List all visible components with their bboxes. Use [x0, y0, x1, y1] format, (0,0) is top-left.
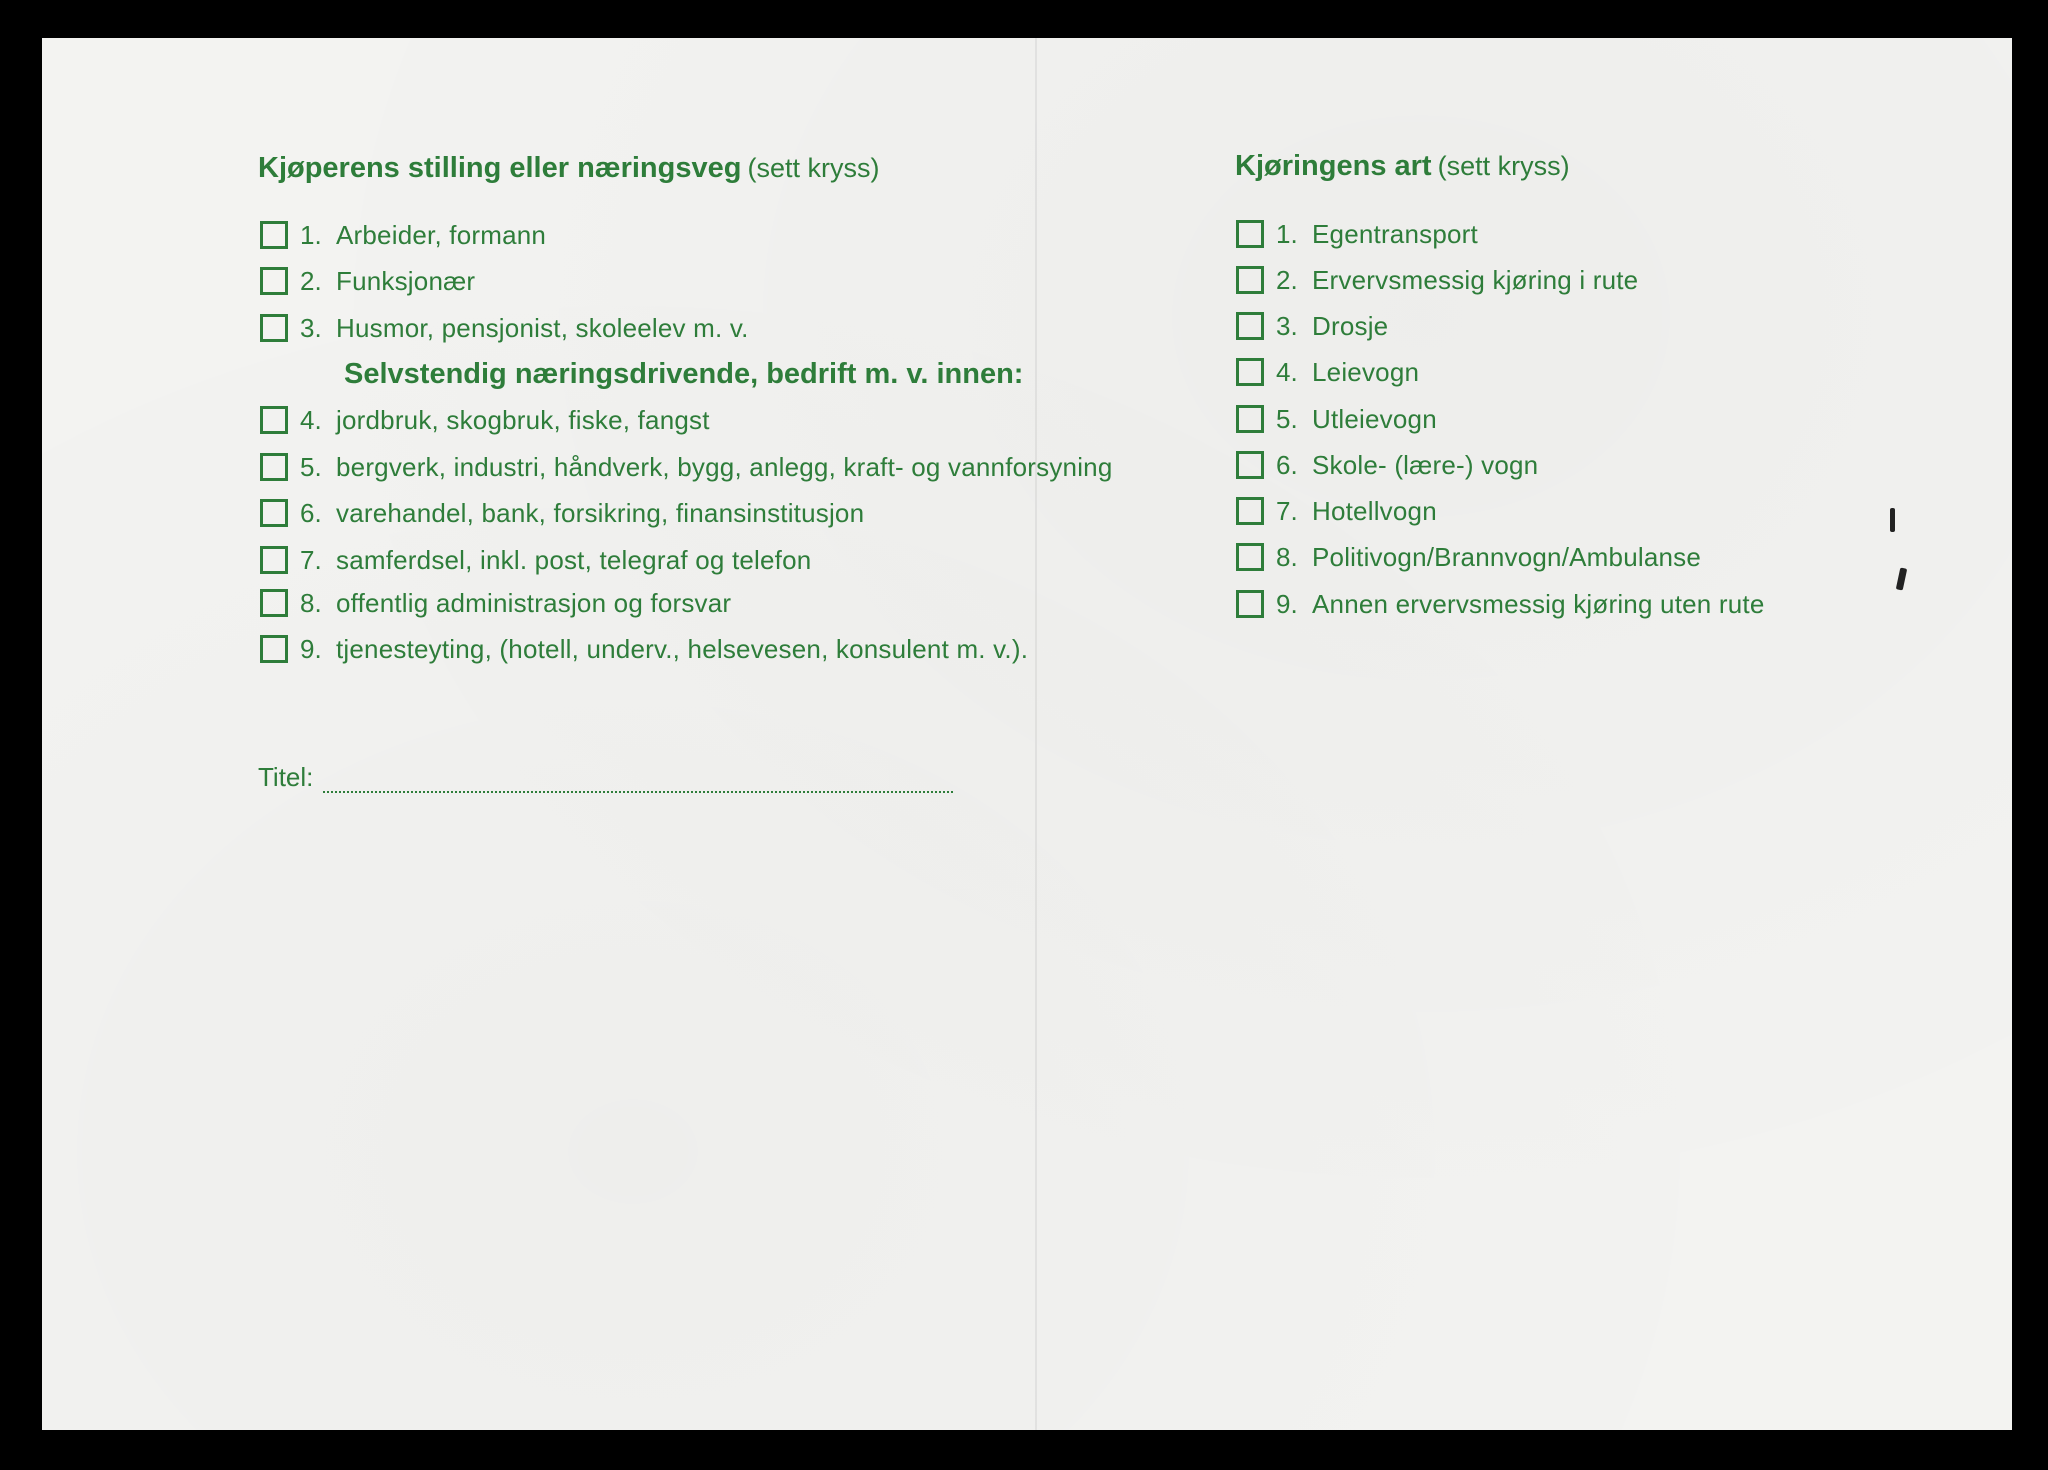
option-label: jordbruk, skogbruk, fiske, fangst: [336, 404, 710, 435]
left-option-5[interactable]: [260, 450, 1113, 484]
option-number: 1.: [300, 219, 322, 250]
option-number: 2.: [1276, 264, 1298, 295]
option-number: 8.: [1276, 541, 1298, 572]
right-option-9[interactable]: [1236, 587, 1765, 621]
left-option-8[interactable]: [260, 586, 731, 620]
titel-label: Titel:: [258, 762, 314, 792]
option-number: 9.: [1276, 588, 1298, 619]
checkbox[interactable]: [1236, 543, 1264, 571]
right-section-hint: (sett kryss): [1437, 151, 1570, 181]
option-label: Ervervsmessig kjøring i rute: [1312, 264, 1639, 295]
option-label: Politivogn/Brannvogn/Ambulanse: [1312, 541, 1702, 572]
right-option-4[interactable]: [1236, 355, 1419, 389]
right-option-1[interactable]: [1236, 217, 1478, 251]
checkbox[interactable]: [260, 314, 288, 342]
option-number: 8.: [300, 587, 322, 618]
left-option-3[interactable]: [260, 311, 749, 345]
option-label: Funksjonær: [336, 265, 476, 296]
checkbox[interactable]: [1236, 220, 1264, 248]
option-label: samferdsel, inkl. post, telegraf og telefon: [336, 544, 812, 575]
option-number: 4.: [300, 404, 322, 435]
option-number: 5.: [1276, 403, 1298, 434]
checkbox[interactable]: [1236, 497, 1264, 525]
option-number: 6.: [1276, 449, 1298, 480]
ink-mark: [1890, 508, 1895, 532]
checkbox[interactable]: [1236, 358, 1264, 386]
titel-field[interactable]: [258, 762, 953, 793]
option-label: Egentransport: [1312, 218, 1478, 249]
checkbox[interactable]: [260, 453, 288, 481]
left-option-4[interactable]: [260, 403, 710, 437]
option-number: 6.: [300, 497, 322, 528]
checkbox[interactable]: [260, 221, 288, 249]
left-option-6[interactable]: [260, 496, 864, 530]
option-label: Annen ervervsmessig kjøring uten rute: [1312, 588, 1765, 619]
option-label: Husmor, pensjonist, skoleelev m. v.: [336, 312, 749, 343]
checkbox[interactable]: [260, 589, 288, 617]
option-label: bergverk, industri, håndverk, bygg, anlegg, kraft- og vannforsyning: [336, 451, 1113, 482]
option-number: 7.: [300, 544, 322, 575]
checkbox[interactable]: [1236, 266, 1264, 294]
checkbox[interactable]: [1236, 312, 1264, 340]
option-label: Leievogn: [1312, 356, 1420, 387]
option-label: Drosje: [1312, 310, 1389, 341]
left-subheading: Selvstendig næringsdrivende, bedrift m. v. innen:: [344, 358, 1024, 390]
option-label: Hotellvogn: [1312, 495, 1437, 526]
option-number: 7.: [1276, 495, 1298, 526]
right-section-title-text: Kjøringens art: [1235, 150, 1432, 182]
right-option-6[interactable]: [1236, 448, 1538, 482]
left-option-1[interactable]: [260, 218, 546, 252]
checkbox[interactable]: [260, 546, 288, 574]
option-label: Arbeider, formann: [336, 219, 547, 250]
right-option-7[interactable]: [1236, 494, 1437, 528]
checkbox[interactable]: [260, 635, 288, 663]
checkbox[interactable]: [260, 406, 288, 434]
checkbox[interactable]: [1236, 451, 1264, 479]
option-number: 3.: [300, 312, 322, 343]
option-label: tjenesteyting, (hotell, underv., helsevesen, konsulent m. v.).: [336, 633, 1029, 664]
option-number: 9.: [300, 633, 322, 664]
fold-line: [1035, 38, 1037, 1430]
checkbox[interactable]: [1236, 590, 1264, 618]
right-section-title: [1235, 150, 1570, 183]
checkbox[interactable]: [260, 267, 288, 295]
option-number: 2.: [300, 265, 322, 296]
option-label: Skole- (lære-) vogn: [1312, 449, 1539, 480]
option-label: offentlig administrasjon og forsvar: [336, 587, 732, 618]
right-option-3[interactable]: [1236, 309, 1388, 343]
option-number: 5.: [300, 451, 322, 482]
checkbox[interactable]: [260, 499, 288, 527]
option-label: Utleievogn: [1312, 403, 1437, 434]
option-label: varehandel, bank, forsikring, finansinstitusjon: [336, 497, 865, 528]
option-number: 4.: [1276, 356, 1298, 387]
left-option-9[interactable]: [260, 632, 1028, 666]
left-section-title: [258, 152, 879, 185]
right-option-2[interactable]: [1236, 263, 1638, 297]
left-section-hint: (sett kryss): [747, 153, 880, 183]
option-number: 1.: [1276, 218, 1298, 249]
left-option-2[interactable]: [260, 264, 475, 298]
titel-input-line[interactable]: [323, 767, 953, 793]
left-section-title-text: Kjøperens stilling eller næringsveg: [258, 152, 742, 184]
right-option-8[interactable]: [1236, 540, 1701, 574]
option-number: 3.: [1276, 310, 1298, 341]
left-option-7[interactable]: [260, 543, 811, 577]
right-option-5[interactable]: [1236, 402, 1437, 436]
checkbox[interactable]: [1236, 405, 1264, 433]
